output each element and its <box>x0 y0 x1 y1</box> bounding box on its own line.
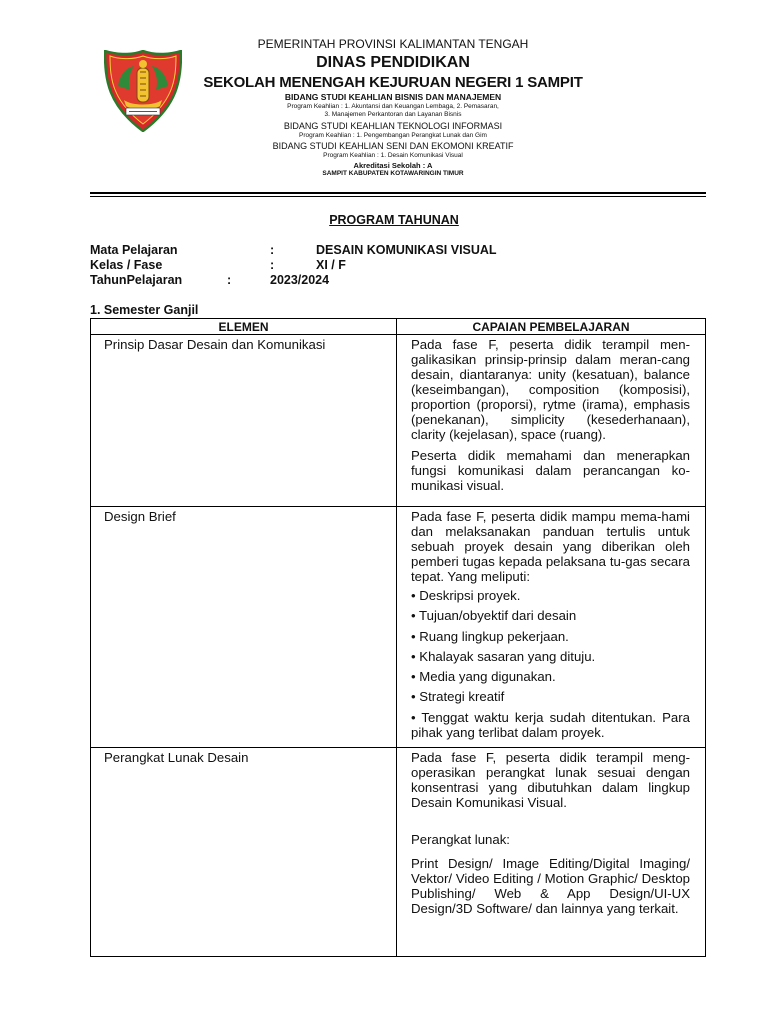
element-name: Perangkat Lunak Desain <box>104 750 249 765</box>
element-name: Prinsip Dasar Desain dan Komunikasi <box>104 337 326 352</box>
outcome-paragraph: Pada fase F, peserta didik terampil meng-operasikan perangkat lunak sesuai dengan konsentrasi yang dibutuhkan dalam lingkup Desain Komunikasi Visual. <box>411 750 690 810</box>
element-name: Design Brief <box>104 509 176 524</box>
field-it-programs: Program Keahlian : 1. Pengembangan Perangkat Lunak dan Gim <box>299 131 487 139</box>
column-header-element: ELEMEN <box>91 319 397 335</box>
outcome-paragraph: Print Design/ Image Editing/Digital Imaging/ Vektor/ Video Editing / Motion Graphic/ Desktop Publishing/ Web & App Design/UI-UX Design/3D Software/ dan lainnya yang terkait. <box>411 856 690 916</box>
class-label: Kelas / Fase <box>90 258 163 272</box>
list-item: • Khalayak sasaran yang dituju. <box>411 648 596 664</box>
header-divider-thin <box>90 196 706 197</box>
table-header-row <box>91 319 706 335</box>
agency-name: DINAS PENDIDIKAN <box>316 54 470 71</box>
table-row <box>91 748 706 957</box>
class-value: XI / F <box>316 258 346 272</box>
table-row <box>91 507 706 748</box>
letterhead <box>190 38 596 180</box>
field-business-programs-a: Program Keahlian : 1. Akuntansi dan Keuangan Lembaga, 2. Pemasaran, <box>287 102 499 110</box>
accreditation: Akreditasi Sekolah : A <box>353 160 433 170</box>
subject-separator: : <box>270 243 275 257</box>
outcome-paragraph: Pada fase F, peserta didik mampu mema-hami dan melaksanakan panduan tertulis untuk sebuah proyek desain yang diberikan oleh pemberi tugas kepada pelaksana tu-gas secara tepat. Yang meliputi: <box>411 509 690 584</box>
document-title: PROGRAM TAHUNAN <box>329 213 459 227</box>
subject-label: Mata Pelajaran <box>90 243 178 257</box>
subject-value: DESAIN KOMUNIKASI VISUAL <box>316 243 497 257</box>
field-creative-programs: Program Keahlian : 1. Desain Komunikasi Visual <box>323 152 463 159</box>
field-information-technology: BIDANG STUDI KEAHLIAN TEKNOLOGI INFORMASI <box>283 120 503 131</box>
learning-outcome <box>397 507 705 744</box>
header-divider-thick <box>90 192 706 194</box>
semester-heading: 1. Semester Ganjil <box>90 303 199 317</box>
list-item: • Tenggat waktu kerja sudah ditentukan. Para pihak yang terlibat dalam proyek. <box>411 709 690 740</box>
outcome-bullet-list <box>411 588 690 740</box>
list-item: • Deskripsi proyek. <box>411 588 521 603</box>
learning-outcome <box>397 748 705 920</box>
year-label: TahunPelajaran <box>90 273 183 287</box>
year-separator: : <box>227 273 232 287</box>
school-name: SEKOLAH MENENGAH KEJURUAN NEGERI 1 SAMPIT <box>203 74 583 91</box>
list-item: • Media yang digunakan. <box>411 669 556 685</box>
year-value: 2023/2024 <box>270 273 330 287</box>
field-creative-arts: BIDANG STUDI KEAHLIAN SENI DAN EKOMONI KREATIF <box>272 141 514 151</box>
list-item: • Tujuan/obyektif dari desain <box>411 608 577 624</box>
class-separator: : <box>270 258 275 272</box>
outcome-paragraph: Perangkat lunak: <box>411 832 510 847</box>
outcome-paragraph: Peserta didik memahami dan menerapkan fungsi komunikasi dalam perancangan ko-munikasi visual. <box>411 448 690 493</box>
list-item: • Ruang lingkup pekerjaan. <box>411 628 569 644</box>
school-location: SAMPIT KABUPATEN KOTAWARINGIN TIMUR <box>322 170 464 177</box>
list-item: • Strategi kreatif <box>411 689 505 705</box>
province-name: PEMERINTAH PROVINSI KALIMANTAN TENGAH <box>257 37 529 51</box>
provincial-crest-shield-icon <box>104 50 182 132</box>
outcome-paragraph: Pada fase F, peserta didik terampil men-galikasikan prinsip-prinsip dalam meran-cang desain, diantaranya: unity (kesatuan), balance (keseimbangan), composition (komposisi), proportion (proporsi), rytme (irama), emphasis (penekanan), simplicity (kesederhanaan), clarity (kejelasan), space (ruang). <box>411 337 690 442</box>
column-header-learning-outcomes: CAPAIAN PEMBELAJARAN <box>397 319 706 335</box>
learning-outcome <box>397 335 705 497</box>
table-row <box>91 335 706 507</box>
field-business-management: BIDANG STUDI KEAHLIAN BISNIS DAN MANAJEMEN <box>284 92 502 102</box>
curriculum-table <box>90 318 706 957</box>
field-business-programs-b: 3. Manajemen Perkantoran dan Layanan Bisnis <box>324 111 462 118</box>
